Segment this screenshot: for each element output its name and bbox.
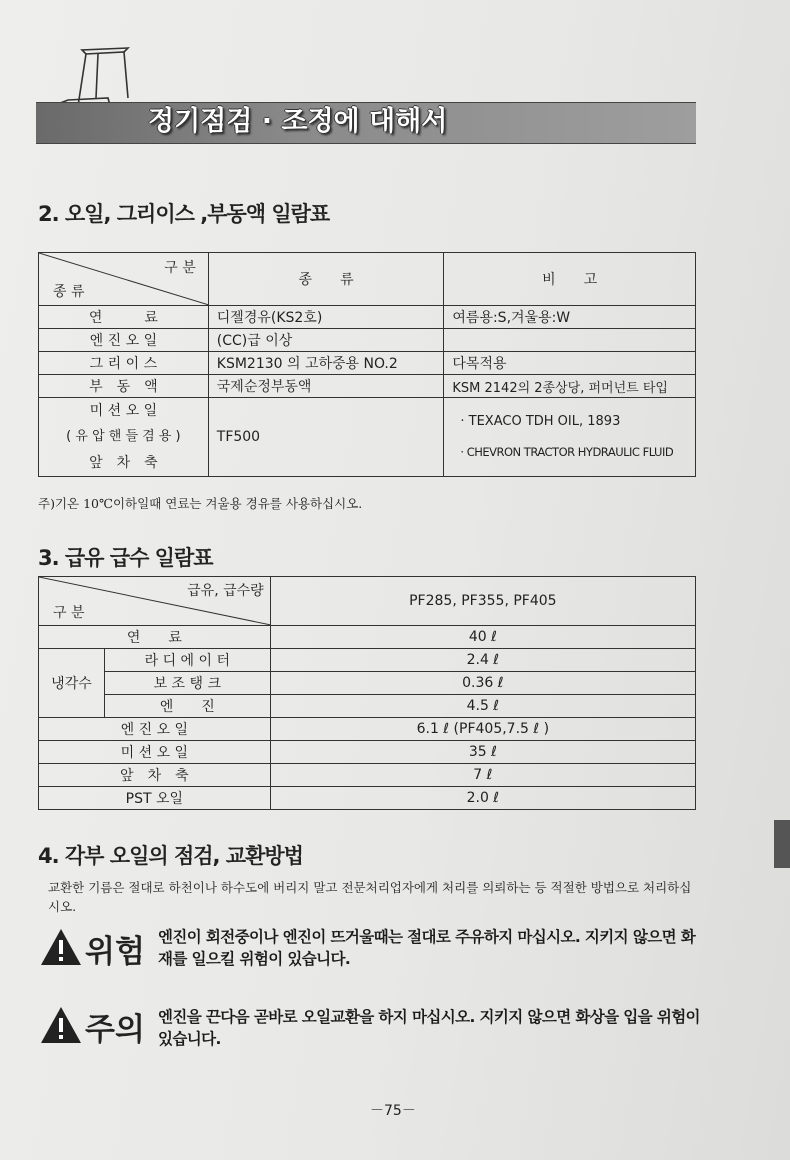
row-type: 디젤경유(KS2호) [208,306,444,329]
other-value: 35 ℓ [270,741,695,764]
corner-top-label: 구 분 [164,260,196,276]
disposal-paragraph: 교환한 기름은 절대로 하천이나 하수도에 버리지 말고 전문처리업자에게 처리를 의뢰하는 등 적절한 방법으로 처리하십시오. [48,880,692,914]
corner-bottom-label: 구 분 [53,605,85,621]
row-name: 그 리 이 스 [39,352,209,375]
other-value: 7 ℓ [270,764,695,787]
other-label: 미 션 오 일 [39,741,271,764]
last-row-note-1: · TEXACO TDH OIL, 1893 [460,414,621,429]
other-label: PST 오일 [39,787,271,810]
section-2-note: 주)기온 10℃이하일때 연료는 겨울용 경유를 사용하십시오. [38,496,363,511]
last-row-name-1: 미 션 오 일 [89,403,158,419]
last-row-name-3: 앞 차 축 [89,455,158,471]
warning-triangle-icon [40,928,82,966]
column-header-note: 비 고 [444,253,696,306]
fuel-label: 연 료 [39,626,271,649]
row-name: 엔 진 오 일 [39,329,209,352]
last-row-type: TF500 [208,398,444,477]
row-type: KSM2130 의 고하중용 NO.2 [208,352,444,375]
corner-header-cell [39,253,209,306]
coolant-value: 2.4 ℓ [270,649,695,672]
last-row-note-2: · CHEVRON TRACTOR HYDRAULIC FLUID [460,445,674,459]
column-header-type: 종 류 [208,253,444,306]
corner-top-label: 급유, 급수량 [187,583,264,599]
coolant-label: 보 조 탱 크 [104,672,270,695]
last-row-note [444,398,696,477]
corner-bottom-label: 종 류 [53,284,85,300]
row-note: 다목적용 [444,352,696,375]
page-title: 정기점검 · 조정에 대해서 [148,106,448,137]
danger-text: 엔진이 회전중이나 엔진이 뜨거울때는 절대로 주유하지 마십시오. 지키지 않으면 화재를 일으킬 위험이 있습니다. [158,928,696,968]
last-row-name [39,398,209,477]
last-row-name-2: ( 유 압 핸 들 겸 용 ) [66,429,181,444]
coolant-group-label: 냉각수 [39,649,105,718]
row-note [444,329,696,352]
oil-grease-antifreeze-table [38,252,696,477]
caution-label: 주의 [85,1012,145,1048]
other-value: 2.0 ℓ [270,787,695,810]
other-label: 앞 차 축 [39,764,271,787]
section-2-title: 2. 오일, 그리이스 ,부동액 일람표 [38,202,330,226]
fuel-water-table [38,576,696,810]
other-label: 엔 진 오 일 [39,718,271,741]
coolant-label: 라 디 에 이 터 [104,649,270,672]
models-header: PF285, PF355, PF405 [270,577,695,626]
coolant-value: 0.36 ℓ [270,672,695,695]
coolant-value: 4.5 ℓ [270,695,695,718]
corner-header-cell [39,577,271,626]
fuel-value: 40 ℓ [270,626,695,649]
page-number: －75－ [370,1103,416,1119]
danger-label: 위험 [85,934,145,970]
row-name: 연 료 [39,306,209,329]
section-3-title: 3. 급유 급수 일람표 [38,546,213,570]
coolant-label: 엔 진 [104,695,270,718]
side-tab-marker [774,820,790,868]
other-value: 6.1 ℓ (PF405,7.5 ℓ ) [270,718,695,741]
row-note: KSM 2142의 2종상당, 퍼머넌트 타입 [444,375,696,398]
caution-text: 엔진을 끈다음 곧바로 오일교환을 하지 마십시오. 지키지 않으면 화상을 입을 위험이 있습니다. [158,1008,700,1048]
caution-triangle-icon [40,1006,82,1044]
row-type: (CC)급 이상 [208,329,444,352]
row-note: 여름용:S,겨울용:W [444,306,696,329]
row-name: 부 동 액 [39,375,209,398]
section-4-title: 4. 각부 오일의 점검, 교환방법 [38,844,303,868]
row-type: 국제순정부동액 [208,375,444,398]
